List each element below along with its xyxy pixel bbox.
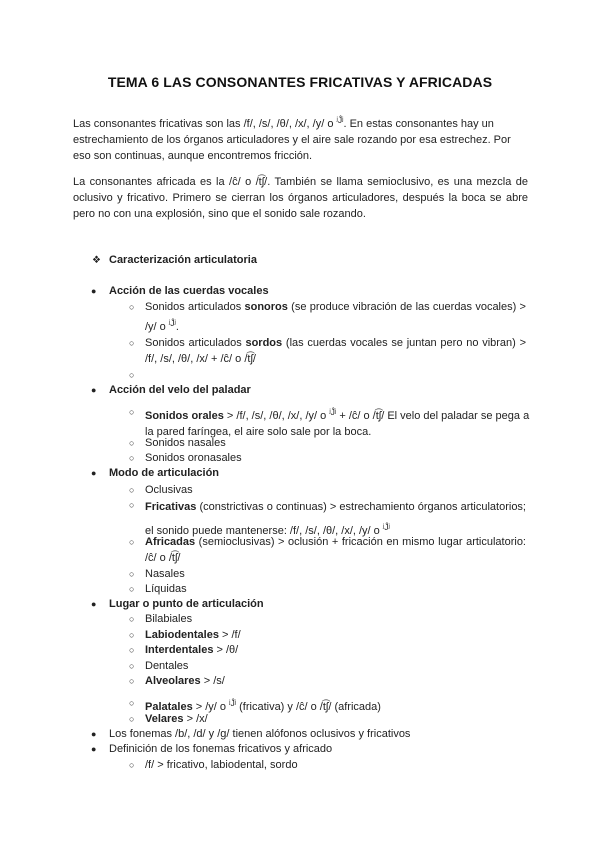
- hollow-bullet-icon: ○: [129, 645, 135, 655]
- item-interdentales: [145, 643, 238, 658]
- item-oclusivas: Oclusivas: [145, 484, 193, 496]
- item-bold: Interdentales: [145, 644, 214, 656]
- item-bilabiales: Bilabiales: [145, 613, 193, 625]
- item-text: (se produce vibración de las cuerdas vocales) > /y/ o: [145, 301, 526, 333]
- item-text: .: [175, 321, 179, 333]
- filled-bullet-icon: ●: [91, 286, 97, 296]
- item-velares: [145, 712, 208, 727]
- hollow-bullet-icon: ○: [129, 630, 135, 640]
- item-orales: [145, 404, 530, 440]
- ipa-symbol: ʲĴʲ: [382, 522, 390, 532]
- item-bold: Velares: [145, 713, 184, 725]
- item-africadas: [145, 534, 526, 566]
- hollow-bullet-icon: ○: [129, 676, 135, 686]
- item-bold: Fricativas: [145, 501, 197, 513]
- item-text: (fricativa) y /ĉ/ o /t͡ʃ/ (africada): [236, 701, 381, 713]
- item-bold: sordos: [245, 337, 283, 349]
- hollow-bullet-icon: ○: [129, 760, 135, 770]
- item-text: (las cuerdas vocales se juntan pero no vibran) > /f/, /s/, /θ/, /x/ + /ĉ/ o /t͡ʃ/: [145, 337, 526, 365]
- item-nasales: Sonidos nasales: [145, 437, 226, 449]
- item-alveolares: [145, 674, 225, 689]
- item-bold: Palatales: [145, 701, 193, 713]
- heading-velo: Acción del velo del paladar: [109, 384, 251, 396]
- intro-text-a: Las consonantes fricativas son las /f/, /s/, /θ/, /x/, /y/ o: [73, 118, 337, 130]
- item-text: > /s/: [200, 675, 225, 687]
- item-text: Sonidos articulados: [145, 337, 246, 349]
- item-text: > /θ/: [213, 644, 239, 656]
- heading-modo: Modo de articulación: [109, 467, 220, 479]
- intro-paragraph-africada: La consonantes africada es la /ĉ/ o /t͡ʃ/. También se llama semioclusivo, es una mezcla de oclusivo y fricativo. Primero se cierran los órganos articuladores, después la boca se abre pero no con una explosión, sino que el sonido sale rozando.: [73, 176, 528, 220]
- hollow-bullet-icon: ○: [129, 661, 135, 671]
- hollow-bullet-icon: ○: [129, 614, 135, 624]
- item-sonoros: [145, 299, 526, 335]
- item-f: /f/ > fricativo, labiodental, sordo: [145, 759, 298, 771]
- page-title: TEMA 6 LAS CONSONANTES FRICATIVAS Y AFRICADAS: [107, 74, 493, 90]
- hollow-bullet-icon: ○: [129, 370, 135, 380]
- heading-lugar: Lugar o punto de articulación: [109, 598, 264, 610]
- ipa-symbol: ʲĴʲ: [329, 407, 337, 417]
- item-dentales: Dentales: [145, 660, 189, 672]
- hollow-bullet-icon: ○: [129, 485, 135, 495]
- item-bold: Alveolares: [145, 675, 201, 687]
- ipa-symbol: ʲĴʲ: [336, 115, 344, 125]
- item-fonemas: Los fonemas /b/, /d/ y /g/ tienen alófonos oclusivos y fricativos: [109, 728, 411, 740]
- item-liquidas: Líquidas: [145, 583, 187, 595]
- item-labiodentales: [145, 628, 241, 643]
- item-bold: Sonidos orales: [145, 410, 224, 422]
- item-sordos: [145, 335, 526, 367]
- item-bold: Africadas: [145, 536, 196, 548]
- hollow-bullet-icon: ○: [129, 500, 135, 510]
- item-text: > /f/: [218, 629, 241, 641]
- hollow-bullet-icon: ○: [129, 453, 135, 463]
- hollow-bullet-icon: ○: [129, 698, 135, 708]
- hollow-bullet-icon: ○: [129, 537, 135, 547]
- item-text: > /y/ o: [192, 701, 230, 713]
- filled-bullet-icon: ●: [91, 385, 97, 395]
- filled-bullet-icon: ●: [91, 599, 97, 609]
- filled-bullet-icon: ●: [91, 744, 97, 754]
- item-nasales-modo: Nasales: [145, 568, 185, 580]
- hollow-bullet-icon: ○: [129, 438, 135, 448]
- item-text: > /f/, /s/, /θ/, /x/, /y/ o: [223, 410, 330, 422]
- hollow-bullet-icon: ○: [129, 569, 135, 579]
- filled-bullet-icon: ●: [91, 468, 97, 478]
- item-text: Sonidos articulados: [145, 301, 245, 313]
- item-oronasales: Sonidos oronasales: [145, 452, 242, 464]
- item-definicion: Definición de los fonemas fricativos y africado: [109, 743, 333, 755]
- section-heading: Caracterización articulatoria: [109, 254, 257, 266]
- hollow-bullet-icon: ○: [129, 302, 135, 312]
- item-text: > /x/: [183, 713, 208, 725]
- hollow-bullet-icon: ○: [129, 338, 135, 348]
- item-bold: sonoros: [244, 301, 288, 313]
- ipa-symbol: ʲĴʲ: [229, 698, 237, 708]
- item-text: (semioclusivas) > oclusión + fricación en mismo lugar articulatorio: /ĉ/ o /t͡ʃ/: [145, 536, 526, 564]
- intro-text-b: . En estas consonantes hay un estrechamiento de los órganos articuladores y el aire sale rozando por esa estrechez. Por eso son continuas, aunque encontremos fricción.: [73, 118, 511, 162]
- item-text: + /ĉ/ o /t͡ʃ/ El velo del paladar se pega a la pared faríngea, el aire solo sale por la boca.: [145, 410, 530, 438]
- filled-bullet-icon: ●: [91, 729, 97, 739]
- hollow-bullet-icon: ○: [129, 714, 135, 724]
- hollow-bullet-icon: ○: [129, 584, 135, 594]
- hollow-bullet-icon: ○: [129, 407, 135, 417]
- heading-cuerdas: Acción de las cuerdas vocales: [109, 285, 269, 297]
- item-bold: Labiodentales: [145, 629, 219, 641]
- item-text: (constrictivas o continuas) > estrechamiento órganos articulatorios; el sonido puede mantenerse: /f/, /s/, /θ/, /x/, /y/ o: [145, 501, 526, 537]
- diamond-bullet-icon: ❖: [92, 255, 101, 266]
- intro-paragraph-fricativas: [73, 112, 528, 164]
- ipa-symbol: ʲĴʲ: [168, 318, 176, 328]
